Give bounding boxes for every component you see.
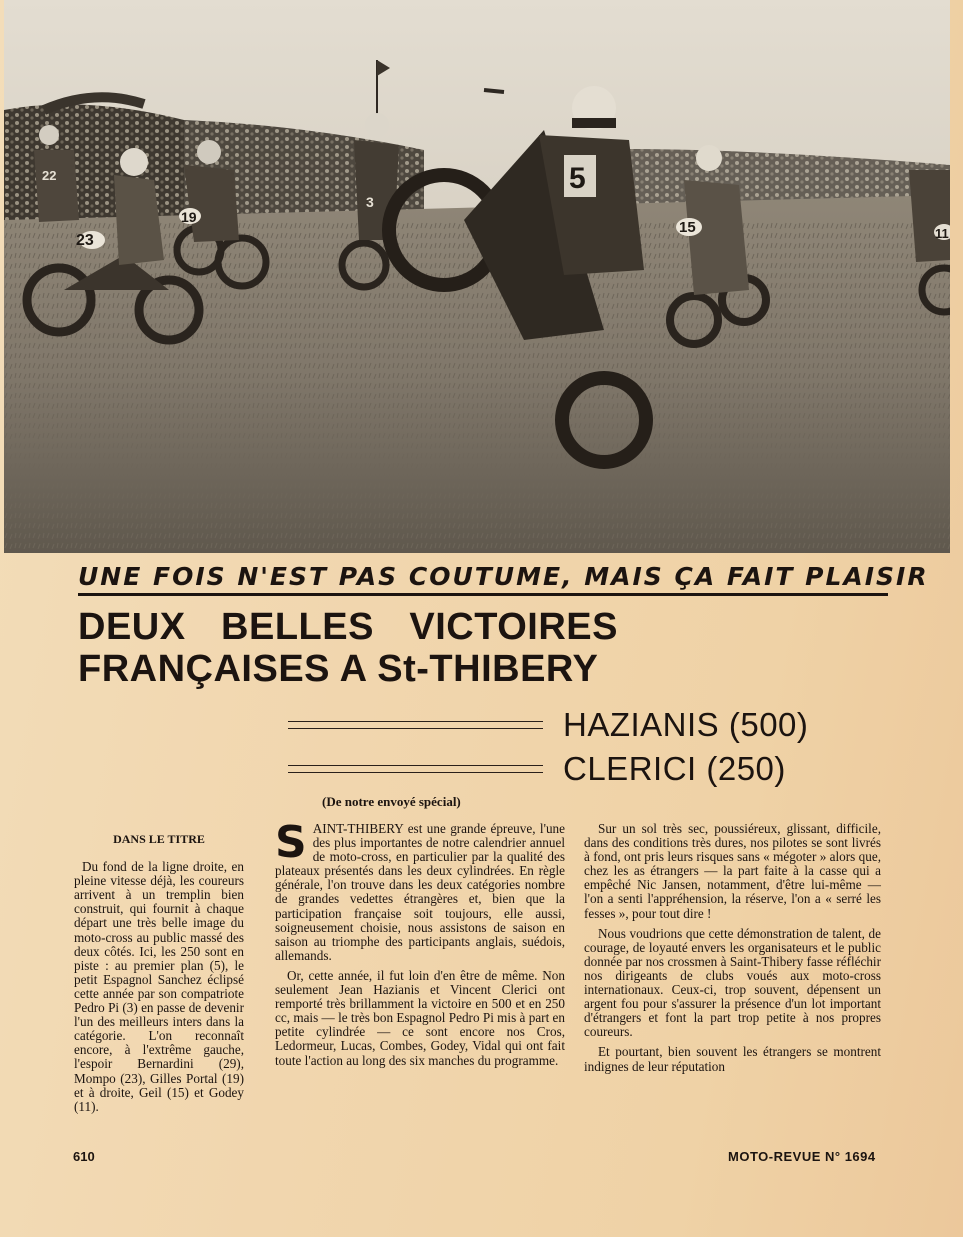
result-row: [288, 703, 828, 747]
article-paragraph: Sur un sol très sec, poussiéreux, glissant, difficile, dans des conditions très dures, nos pilotes se sont livrés à fond, ont pris leurs risques sans « mégoter » alors que, chez les as étrangers — la part faite à la casse qui a empêché Nic Jansen, notamment, d'être lui-même — l'on a senti l'appréhension, la réserve, l'on a « serré les fesses », pour tout dire !: [584, 821, 881, 921]
caption-title: DANS LE TITRE: [113, 832, 205, 846]
motocross-photo: [4, 0, 950, 553]
byline: (De notre envoyé spécial): [322, 794, 461, 809]
kicker: UNE FOIS N'EST PAS COUTUME, MAIS ÇA FAIT PLAISIR: [78, 562, 888, 596]
article-column-2: [584, 822, 881, 1080]
plate-23: 23: [76, 232, 94, 249]
double-rule: [288, 765, 543, 773]
article-paragraph: Et pourtant, bien souvent les étrangers se montrent indignes de leur réputation: [584, 1044, 881, 1074]
result-clerici: CLERICI (250): [563, 750, 786, 787]
plate-11: 11: [935, 226, 949, 241]
plate-19: 19: [181, 209, 197, 225]
plate-5: 5: [569, 162, 586, 195]
headline: [78, 606, 618, 690]
magazine-issue: MOTO-REVUE N° 1694: [728, 1149, 876, 1164]
results-block: [288, 703, 828, 791]
drop-cap: S: [275, 817, 307, 868]
article-column-1: [275, 817, 565, 1074]
result-hazianis: HAZIANIS (500): [563, 706, 809, 743]
plate-22: 22: [42, 168, 57, 183]
article-paragraph: Nous voudrions que cette démonstration de talent, de courage, de loyauté envers les organisateurs et le public donnée par nos crossmen à Saint-Thibery fasse réfléchir nos dirigeants de clubs voués aux moto-cross internationaux. Ceux-ci, trop souvent, dépensent un argent fou pour s'assurer la présence d'un lot important d'étrangers et font la part trop petite à nos propres coureurs.: [584, 925, 881, 1040]
result-row: [288, 747, 828, 791]
caption-text: Du fond de la ligne droite, en pleine vitesse déjà, les coureurs arrivent à un tremplin bien construit, qui fournit à chaque départ une très belle image du moto-cross au public massé des deux côtés. Ici, les 250 sont en piste : au premier plan (5), le petit Espagnol Sanchez éclipsé cette année par son compatriote Pedro Pi (3) en passe de devenir l'un des meilleurs inters dans la catégorie. L'on reconnaît encore, à l'extrême gauche, l'espoir Bernardini (29), Mompo (23), Gilles Portal (19) et à droite, Geil (15) et Godey (11).: [74, 859, 244, 1114]
article-paragraph: [275, 817, 565, 963]
headline-line-2: FRANÇAISES A St-THIBERY: [78, 648, 599, 690]
photo-caption: [74, 832, 244, 1120]
plate-15: 15: [679, 219, 696, 236]
plate-3: 3: [366, 194, 374, 210]
motocross-photo-illustration: [4, 0, 950, 553]
double-rule: [288, 721, 543, 729]
headline-line-1: DEUX BELLES VICTOIRES: [78, 606, 618, 648]
article-paragraph: Or, cette année, il fut loin d'en être de même. Non seulement Jean Hazianis et Vincent Clerici ont remporté très brillamment la victoire en 500 et en 250 cc, mais — le très bon Espagnol Pedro Pi mis à part en petite cylindrée — ce sont encore nos Cros, Ledormeur, Lucas, Combes, Godey, Vidal qui ont fait toute l'action au long des six manches du programme.: [275, 967, 565, 1068]
page-number: 610: [73, 1149, 95, 1164]
article-paragraph-text: AINT-THIBERY est une grande épreuve, l'une des plus importantes de notre calendrier annuel de moto-cross, en particulier par la qualité des plateaux présentés dans les deux cylindrées. En règle générale, l'on trouve dans les deux catégories nombre de grandes vedettes étrangères et, bien que la participation française soit toujours, elle aussi, soigneusement choisie, nous assistons de saison en saison au triomphe des participants anglais, suédois, allemands.: [275, 821, 565, 963]
